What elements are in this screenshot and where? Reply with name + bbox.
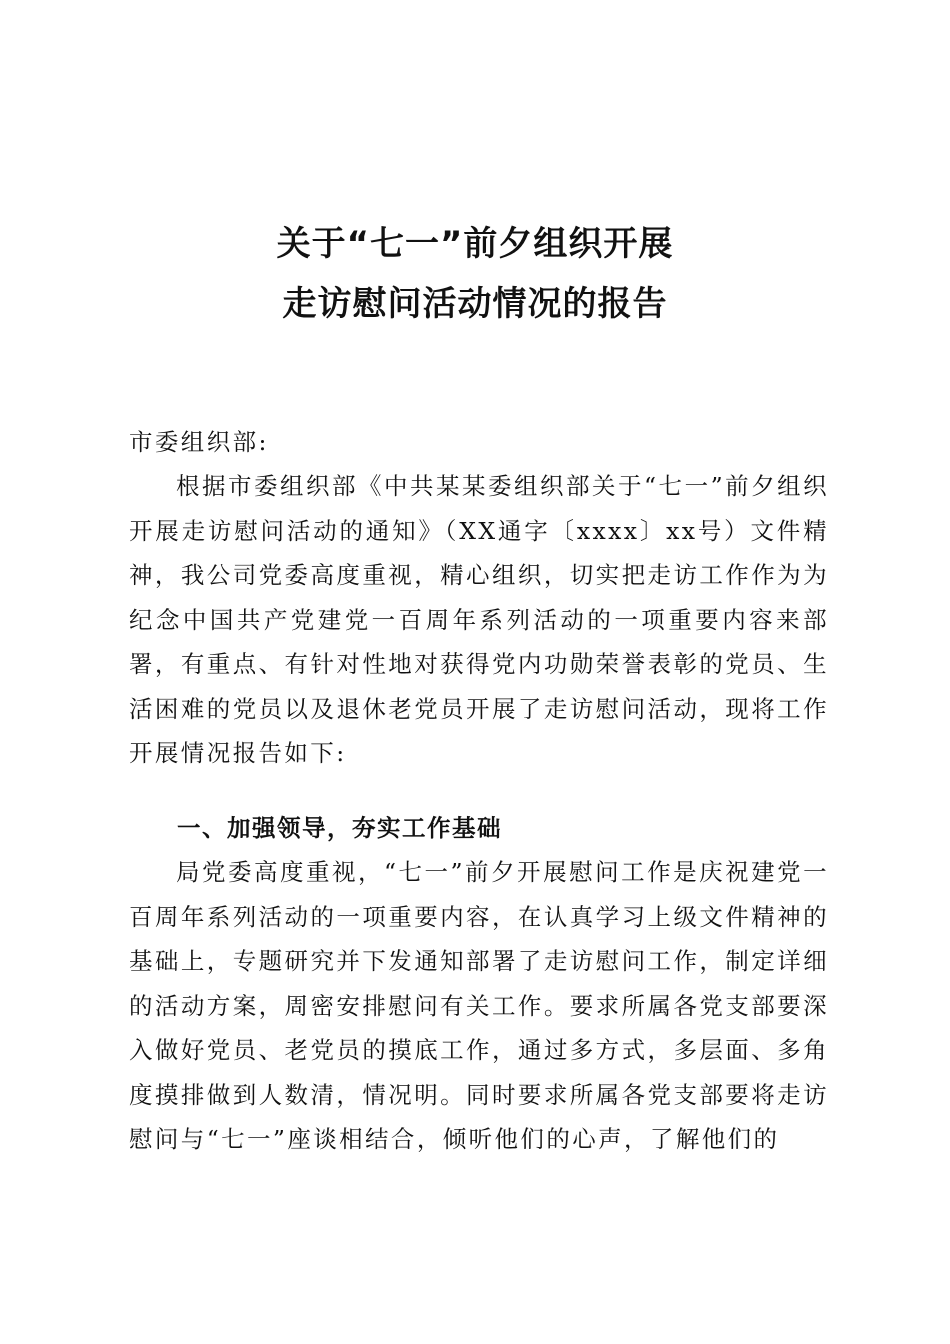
document-title-line-1: 关于“七一”前夕组织开展 (276, 224, 674, 264)
paragraph-intro: 根据市委组织部《中共某某委组织部关于“七一”前夕组织开展走访慰问活动的通知》（XX通字〔xxxx〕xx号）文件精神，我公司党委高度重视，精心组织，切实把走访工作作为为纪念中国共产党建党一百周年系列活动的一项重要内容来部署，有重点、有针对性地对获得党内功勋荣誉表彰的党员、生活困难的党员以及退休老党员开展了走访慰问活动，现将工作开展情况报告如下: (129, 472, 829, 767)
section-heading-1: 一、加强领导，夯实工作基础 (177, 814, 502, 842)
document-title-line-2: 走访慰问活动情况的报告 (282, 284, 668, 324)
salutation: 市委组织部: (129, 428, 269, 456)
paragraph-section-1: 局党委高度重视，“七一”前夕开展慰问工作是庆祝建党一百周年系列活动的一项重要内容，在认真学习上级文件精神的基础上，专题研究并下发通知部署了走访慰问工作，制定详细的活动方案，周密安排慰问有关工作。要求所属各党支部要深入做好党员、老党员的摸底工作，通过多方式，多层面、多角度摸排做到人数清，情况明。同时要求所属各党支部要将走访慰问与“七一”座谈相结合，倾听他们的心声，了解他们的 (129, 858, 829, 1153)
